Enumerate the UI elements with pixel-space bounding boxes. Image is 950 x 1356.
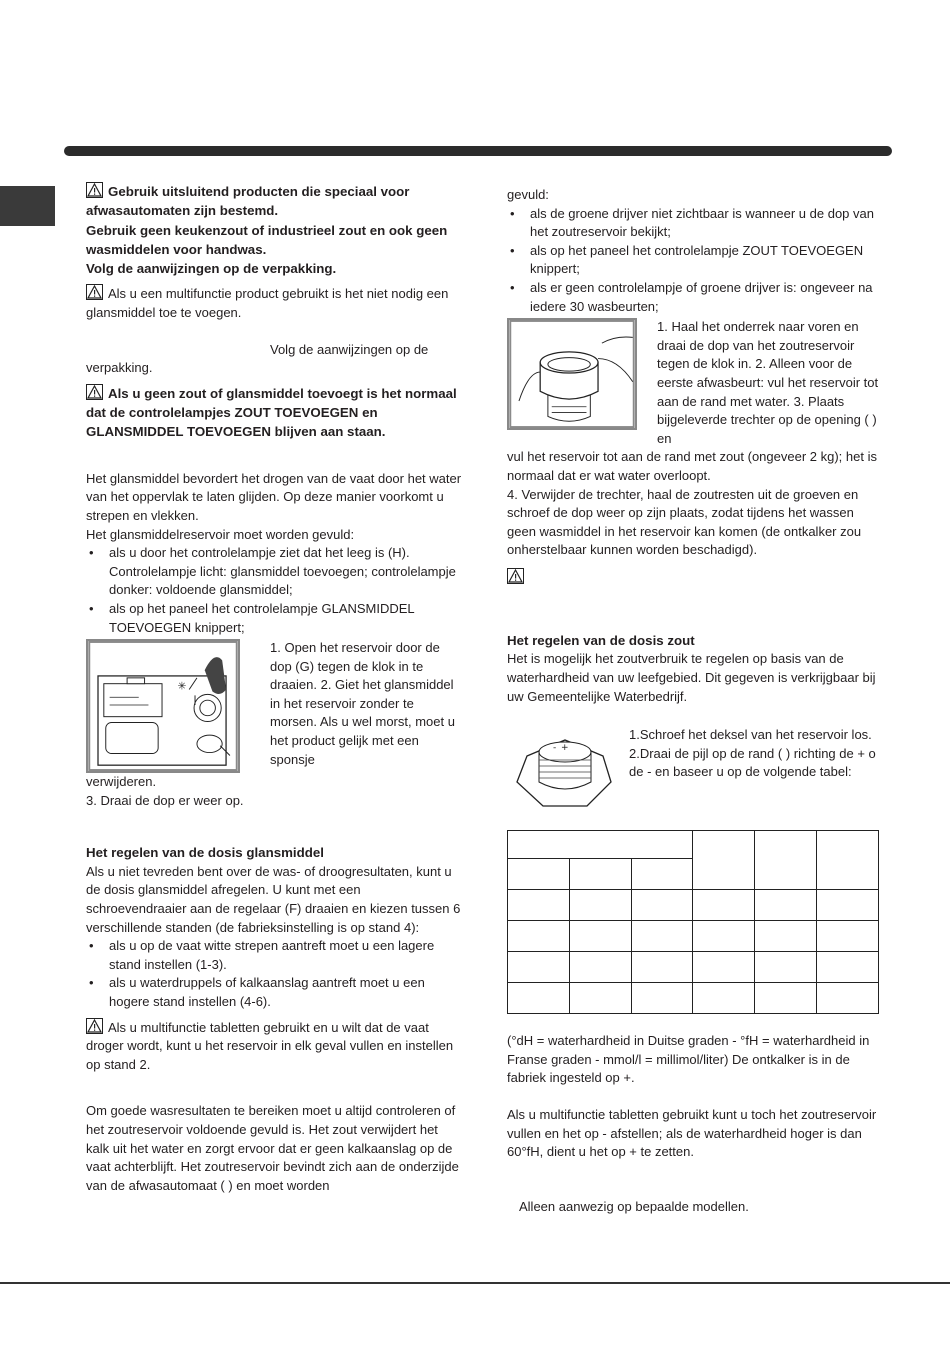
rinse-dose-bullets <box>86 937 462 1011</box>
table-row <box>508 890 879 921</box>
list-item: • als op het paneel het controlelampje GLANSMIDDEL TOEVOEGEN knippert; <box>86 600 462 637</box>
list-item: • als de groene drijver niet zichtbaar is wanneer u de dop van het zoutreservoir bekijkt; <box>507 205 879 242</box>
rinse-aid-steps-end: verwijderen. <box>86 774 157 790</box>
warning-triangle-icon <box>86 284 103 300</box>
svg-text:+: + <box>561 743 569 754</box>
salt-dose-text: Het is mogelijk het zoutverbruik te regelen op basis van de waterhardheid van uw leefgebied. Dit gegeven is verkrijgbaar bij uw Gemeentelijke Waterbedrijf. <box>507 651 876 704</box>
language-tab <box>0 186 55 226</box>
multifunction-salt-note: Als u multifunctie tabletten gebruikt kunt u toch het zoutreservoir vullen en het op - afstellen; als de waterhardheid hoger is dan 60°fH, dient u het op + te zetten. <box>507 1107 877 1160</box>
footnote: Alleen aanwezig op bepaalde modellen. <box>519 1198 749 1214</box>
hardness-legend: (°dH = waterhardheid in Duitse graden - °fH = waterhardheid in Franse graden - mmol/l = millimol/liter) De ontkalker is in de fabriek ingesteld op +. <box>507 1033 870 1086</box>
list-item: • als u op de vaat witte strepen aantreft moet u een lagere stand instellen (1-3). <box>86 937 462 974</box>
list-item: • als u door het controlelampje ziet dat het leeg is (H). Controlelampje licht: glansmiddel toevoegen; controlelampje donker: voldoende glansmiddel; <box>86 544 462 600</box>
warning-salt <box>507 568 879 626</box>
table-row <box>508 983 879 1014</box>
rinse-aid-dispenser-illustration <box>86 639 240 773</box>
rinse-dose-heading: Het regelen van de dosis glansmiddel <box>86 845 324 861</box>
header-bar <box>64 146 892 156</box>
warning-multifunction: Als u een multifunctie product gebruikt is het niet nodig een glansmiddel toe te voegen. <box>86 286 449 321</box>
warning-triangle-icon <box>86 1018 103 1034</box>
list-item: • als er geen controlelampje of groene drijver is: ongeveer na iedere 30 wasbeurten; <box>507 279 879 316</box>
water-hardness-table <box>507 830 879 1014</box>
rinse-aid-fill: Het glansmiddelreservoir moet worden gevuld: <box>86 526 355 542</box>
rinse-aid-bullets <box>86 544 462 637</box>
warning-multifunction-tablets: Als u multifunctie tabletten gebruikt en u wilt dat de vaat droger wordt, kunt u het reservoir in elk geval vullen en instellen op stand 2. <box>86 1019 454 1072</box>
salt-steps-continued: vul het reservoir tot aan de rand met zout (ongeveer 2 kg); het is normaal dat er wat water overloopt. <box>507 449 877 483</box>
svg-text:✳: ✳ <box>177 679 187 693</box>
table-row <box>508 831 879 859</box>
salt-step-4: 4. Verwijder de trechter, haal de zoutresten uit de groeven en schroef de dop weer op zijn plaats, zodat tijdens het wassen geen wasmiddel in het reservoir kan komen (de ontkalker zou onherstelbaar kunnen worden beschadigd). <box>507 486 862 558</box>
salt-bullets <box>507 205 879 317</box>
follow-instructions: Volg de aanwijzingen op de verpakking. <box>86 341 429 376</box>
table-row <box>508 952 879 983</box>
list-item: • als op het paneel het controlelampje ZOUT TOEVOEGEN knippert; <box>507 242 879 279</box>
salt-reservoir-illustration <box>507 318 637 430</box>
warning-triangle-icon <box>507 568 524 584</box>
warning-triangle-icon <box>86 384 103 400</box>
rinse-aid-steps: 1. Open het reservoir door de dop (G) tegen de klok in te draaien. 2. Giet het glansmiddel in het reservoir zonder te morsen. Als u wel morst, moet u het product gelijk met een sponsje <box>270 640 455 767</box>
rinse-aid-step-3: 3. Draai de dop er weer op. <box>86 792 244 808</box>
salt-dose-heading: Het regelen van de dosis zout <box>507 632 695 648</box>
table-row <box>508 921 879 952</box>
dial-steps: 1.Schroef het deksel van het reservoir los. 2.Draai de pijl op de rand ( ) richting de + o de - en baseer u op de volgende tabel: <box>629 727 876 780</box>
salt-cap-dial-illustration <box>507 726 623 818</box>
rinse-dose-text: Als u niet tevreden bent over de was- of droogresultaten, kunt u de dosis glansmiddel afregelen. U kunt met een schroevendraaier aan de regelaar (F) draaien en kiezen tussen 6 verschillende standen (de fabrieksinstelling is op stand 4): <box>86 863 461 935</box>
footer-line <box>0 1282 950 1284</box>
left-column <box>86 182 462 1195</box>
salt-continued: gevuld: <box>507 187 549 202</box>
list-item: • als u waterdruppels of kalkaanslag aantreft moet u een hogere stand instellen (4-6). <box>86 974 462 1011</box>
salt-intro: Om goede wasresultaten te bereiken moet u altijd controleren of het zoutreservoir voldoende gevuld is. Het zout verwijdert het kalk uit het water en zorgt ervoor dat er geen kalkaanslag op de vaat achterblijft. Het zoutreservoir bevindt zich aan de onderzijde van de afwasautomaat ( ) en moet worden <box>86 1103 459 1193</box>
svg-text:-: - <box>553 743 557 754</box>
warning-block-products: Gebruik uitsluitend producten die speciaal voor afwasautomaten zijn bestemd. Gebruik geen keukenzout of industrieel zout en ook geen wasmiddelen voor handwas. Volg de aanwijzingen op de verpakking. <box>86 184 448 277</box>
salt-steps: 1. Haal het onderrek naar voren en draai de dop van het zoutreservoir tegen de klok in. 2. Alleen voor de eerste afwasbeurt: vul het reservoir tot aan de rand met water. 3. Plaats bijgeleverde trechter op de opening ( ) en <box>657 319 879 446</box>
warning-indicators: Als u geen zout of glansmiddel toevoegt is het normaal dat de controlelampjes ZOUT TOEVOEGEN en GLANSMIDDEL TOEVOEGEN blijven aan staan. <box>86 385 457 440</box>
right-column <box>507 186 879 1216</box>
rinse-aid-intro: Het glansmiddel bevordert het drogen van de vaat door het water van het oppervlak te laten glijden. Op deze manier voorkomt u strepen en vlekken. <box>86 470 462 523</box>
warning-triangle-icon <box>86 182 103 198</box>
